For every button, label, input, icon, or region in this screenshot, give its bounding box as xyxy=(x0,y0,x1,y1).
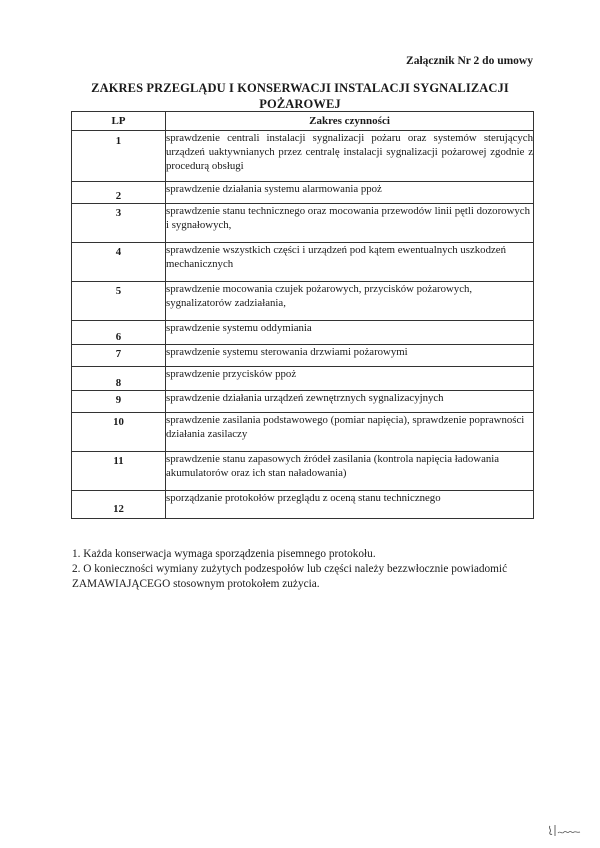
row-description: sprawdzenie działania systemu alarmowania ppoż xyxy=(166,182,534,204)
row-description: sprawdzenie stanu technicznego oraz mocowania przewodów linii pętli dozorowych i sygnałowych, xyxy=(166,204,534,243)
title-line-1: ZAKRES PRZEGLĄDU I KONSERWACJI INSTALACJI SYGNALIZACJI xyxy=(91,81,509,95)
row-number: 12 xyxy=(72,491,166,519)
table-row xyxy=(72,321,534,345)
table-row xyxy=(72,413,534,452)
row-number: 11 xyxy=(72,452,166,491)
row-description: sprawdzenie centrali instalacji sygnalizacji pożaru oraz systemów sterujących urządzeń uaktywnianych przez centralę instalacji sygnalizacji pożarowej zgodnie z procedurą obsługi xyxy=(166,131,534,182)
note-item: 2. O konieczności wymiany zużytych podzespołów lub części należy bezzwłocznie powiadomić ZAMAWIAJĄCEGO stosownym protokołem zużycia. xyxy=(72,563,508,590)
row-number: 5 xyxy=(72,282,166,321)
row-description: sprawdzenie wszystkich części i urządzeń pod kątem ewentualnych uszkodzeń mechanicznych xyxy=(166,243,534,282)
tasks-table xyxy=(71,111,534,519)
row-number: 4 xyxy=(72,243,166,282)
annex-reference: Załącznik Nr 2 do umowy xyxy=(406,55,533,67)
note-item: 1. Każda konserwacja wymaga sporządzenia pisemnego protokołu. xyxy=(72,548,376,560)
table-row xyxy=(72,282,534,321)
row-description: sprawdzenie działania urządzeń zewnętrznych sygnalizacyjnych xyxy=(166,391,534,413)
row-number: 8 xyxy=(72,367,166,391)
table-row xyxy=(72,243,534,282)
column-header-scope: Zakres czynności xyxy=(166,112,534,131)
row-description: sprawdzenie zasilania podstawowego (pomiar napięcia), sprawdzenie poprawności działania zasilaczy xyxy=(166,413,534,452)
table-row xyxy=(72,131,534,182)
title-line-2: POŻAROWEJ xyxy=(259,97,341,111)
table-row xyxy=(72,367,534,391)
notes-list xyxy=(72,547,540,592)
row-number: 1 xyxy=(72,131,166,182)
row-number: 7 xyxy=(72,345,166,367)
row-description: sprawdzenie mocowania czujek pożarowych, przycisków pożarowych, sygnalizatorów zadziałania, xyxy=(166,282,534,321)
row-number: 3 xyxy=(72,204,166,243)
row-description: sporządzanie protokołów przeglądu z oceną stanu technicznego xyxy=(166,491,534,519)
row-number: 10 xyxy=(72,413,166,452)
row-number: 9 xyxy=(72,391,166,413)
signature-mark xyxy=(547,824,583,838)
table-row xyxy=(72,391,534,413)
column-header-lp: LP xyxy=(72,112,166,131)
table-row xyxy=(72,491,534,519)
row-description: sprawdzenie przycisków ppoż xyxy=(166,367,534,391)
table-row xyxy=(72,452,534,491)
document-title xyxy=(60,80,540,112)
row-description: sprawdzenie systemu oddymiania xyxy=(166,321,534,345)
table-row xyxy=(72,182,534,204)
row-description: sprawdzenie systemu sterowania drzwiami pożarowymi xyxy=(166,345,534,367)
row-description: sprawdzenie stanu zapasowych źródeł zasilania (kontrola napięcia ładowania akumulatorów oraz ich stan naładowania) xyxy=(166,452,534,491)
table-row xyxy=(72,345,534,367)
row-number: 2 xyxy=(72,182,166,204)
table-header-row xyxy=(72,112,534,131)
row-number: 6 xyxy=(72,321,166,345)
table-row xyxy=(72,204,534,243)
